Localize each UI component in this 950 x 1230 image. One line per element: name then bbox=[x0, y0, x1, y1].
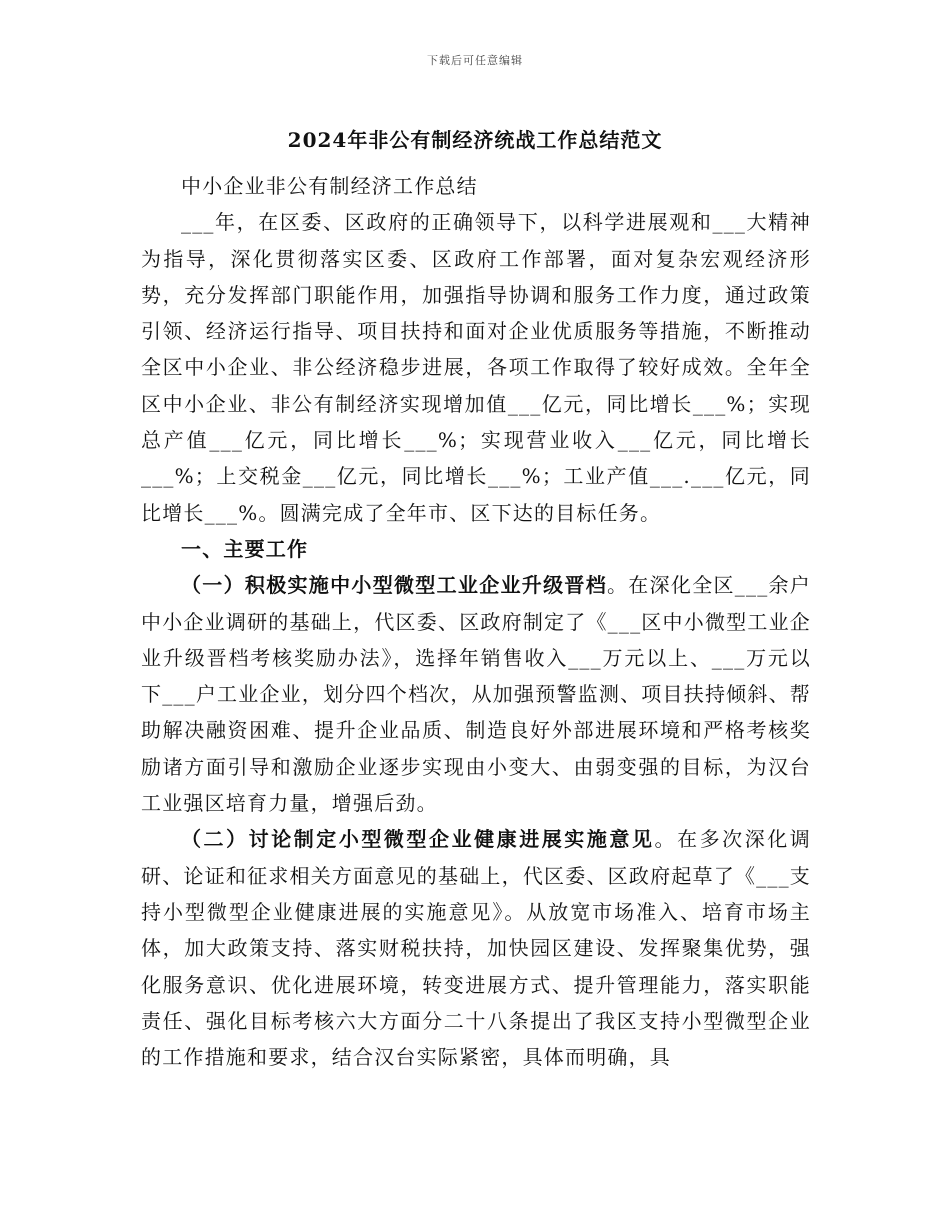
item-1-text: 。在深化全区___余户中小企业调研的基础上，代区委、区政府制定了《___区中小微型工业企业升级晋档考核奖励办法》，选择年销售收入___万元以上、___万元以下___户工业企业，划分四个档次，从加强预警监测、项目扶持倾斜、帮助解决融资困难、提升企业品质、制造良好外部进展环境和严格考核奖励诸方面引导和激励企业逐步实现由小变大、由弱变强的目标，为汉台工业强区培育力量，增强后劲。 bbox=[141, 573, 811, 816]
item-2-text: 。在多次深化调研、论证和征求相关方面意见的基础上，代区委、区政府起草了《___支持小型微型企业健康进展的实施意见》。从放宽市场准入、培育市场主体，加大政策支持、落实财税扶持，加快园区建设、发挥聚集优势，强化服务意识、优化进展环境，转变进展方式、提升管理能力，落实职能责任、强化目标考核六大方面分二十八条提出了我区支持小型微型企业的工作措施和要求，结合汉台实际紧密，具体而明确，具 bbox=[141, 827, 812, 1070]
intro-paragraph: ___年，在区委、区政府的正确领导下，以科学进展观和___大精神为指导，深化贯彻落实区委、区政府工作部署，面对复杂宏观经济形势，充分发挥部门职能作用，加强指导协调和服务工作力度，通过政策引领、经济运行指导、项目扶持和面对企业优质服务等措施，不断推动全区中小企业、非公经济稳步进展，各项工作取得了较好成效。全年全区中小企业、非公有制经济实现增加值___亿元，同比增长___%；实现总产值___亿元，同比增长___%；实现营业收入___亿元，同比增长___%；上交税金___亿元，同比增长___%；工业产值___.___亿元，同比增长___%。圆满完成了全年市、区下达的目标任务。 bbox=[141, 210, 811, 525]
document-subtitle: 中小企业非公有制经济工作总结 bbox=[181, 174, 478, 198]
item-1-lead: （一）积极实施中小型微型工业企业升级晋档 bbox=[181, 573, 607, 598]
header-note: 下载后可任意编辑 bbox=[427, 54, 523, 67]
item-2-paragraph bbox=[141, 821, 811, 1075]
item-1-paragraph bbox=[141, 567, 811, 821]
document-body bbox=[141, 168, 811, 1075]
document-title: 2024年非公有制经济统战工作总结范文 bbox=[287, 128, 663, 152]
section-heading: 一、主要工作 bbox=[181, 536, 309, 561]
item-2-lead: （二）讨论制定小型微型企业健康进展实施意见 bbox=[181, 827, 655, 852]
